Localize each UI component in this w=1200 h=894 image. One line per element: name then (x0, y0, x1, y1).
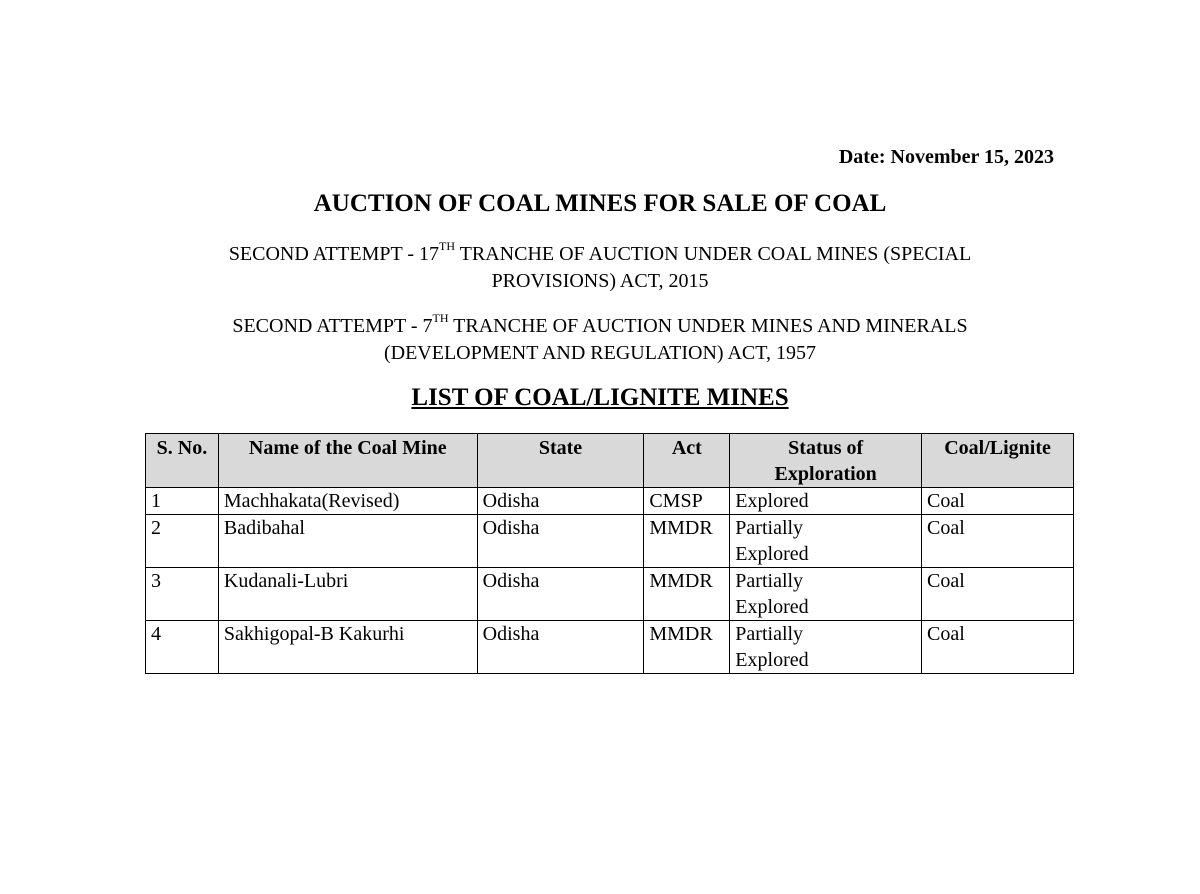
header-s-no: S. No. (146, 434, 219, 488)
table-header-row (146, 434, 1074, 488)
document-date: Date: November 15, 2023 (838, 146, 1054, 168)
header-mine-name: Name of the Coal Mine (218, 434, 477, 488)
cell-s-no: 2 (146, 515, 219, 568)
cell-mine-name: Sakhigopal-B Kakurhi (218, 621, 477, 674)
cell-mine-name: Badibahal (218, 515, 477, 568)
cell-coal-lignite: Coal (922, 488, 1074, 515)
table-row (146, 488, 1074, 515)
cell-act: CMSP (644, 488, 730, 515)
subtitle-cmsp-line2: PROVISIONS) ACT, 2015 (491, 270, 709, 292)
header-act: Act (644, 434, 730, 488)
subtitle-mmdr (0, 313, 1200, 367)
cell-s-no: 4 (146, 621, 219, 674)
cell-act: MMDR (644, 568, 730, 621)
cell-mine-name: Machhakata(Revised) (218, 488, 477, 515)
cell-coal-lignite: Coal (922, 515, 1074, 568)
cell-s-no: 3 (146, 568, 219, 621)
document-title: AUCTION OF COAL MINES FOR SALE OF COAL (313, 190, 887, 217)
table-row (146, 515, 1074, 568)
cell-exploration-status: Partially Explored (730, 568, 922, 621)
cell-coal-lignite: Coal (922, 621, 1074, 674)
cell-s-no: 1 (146, 488, 219, 515)
cell-state: Odisha (477, 515, 644, 568)
cell-coal-lignite: Coal (922, 568, 1074, 621)
cell-state: Odisha (477, 621, 644, 674)
subtitle-cmsp (0, 241, 1200, 295)
header-state: State (477, 434, 644, 488)
subtitle-cmsp-superscript: TH (439, 239, 456, 254)
subtitle-mmdr-prefix: SECOND ATTEMPT - 7 (232, 315, 433, 337)
table-row (146, 621, 1074, 674)
header-coal-lignite: Coal/Lignite (922, 434, 1074, 488)
cell-state: Odisha (477, 568, 644, 621)
cell-act: MMDR (644, 621, 730, 674)
subtitle-mmdr-line1: TRANCHE OF AUCTION UNDER MINES AND MINERALS (448, 315, 968, 337)
cell-act: MMDR (644, 515, 730, 568)
subtitle-cmsp-prefix: SECOND ATTEMPT - 17 (228, 243, 440, 265)
subtitle-mmdr-line2: (DEVELOPMENT AND REGULATION) ACT, 1957 (383, 342, 816, 364)
cell-exploration-status: Partially Explored (730, 515, 922, 568)
cell-state: Odisha (477, 488, 644, 515)
subtitle-mmdr-superscript: TH (432, 311, 449, 326)
cell-exploration-status: Partially Explored (730, 621, 922, 674)
cell-mine-name: Kudanali-Lubri (218, 568, 477, 621)
subtitle-cmsp-line1: TRANCHE OF AUCTION UNDER COAL MINES (SPECIAL (455, 243, 972, 265)
header-exploration-status: Status of Exploration (730, 434, 922, 488)
table-row (146, 568, 1074, 621)
list-heading: LIST OF COAL/LIGNITE MINES (411, 384, 789, 411)
mines-table (145, 433, 1074, 674)
cell-exploration-status: Explored (730, 488, 922, 515)
